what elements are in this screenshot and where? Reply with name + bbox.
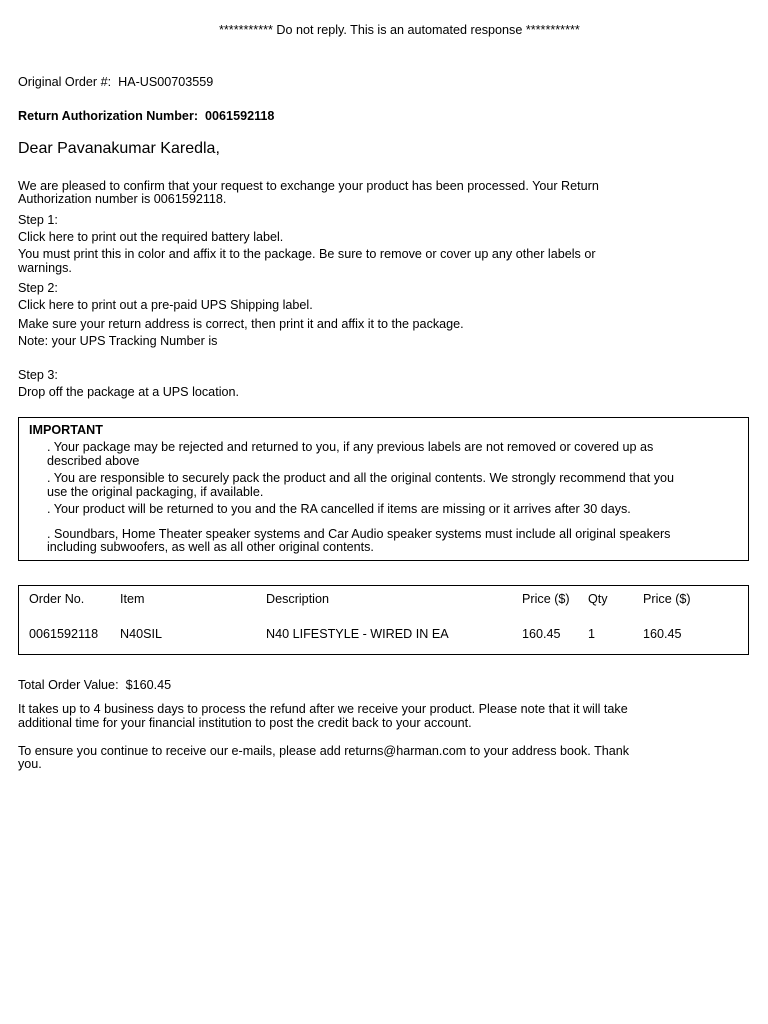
table-header-total-price: Price ($): [643, 592, 691, 606]
intro-line-2: Authorization number is 0061592118.: [18, 192, 227, 206]
do-not-reply-notice: *********** Do not reply. This is an automated response ***********: [219, 23, 580, 37]
table-cell-order-no: 0061592118: [29, 627, 99, 641]
order-table: [18, 585, 749, 655]
important-item-4-line-1: . Soundbars, Home Theater speaker systems and Car Audio speaker systems must include all original speakers: [47, 527, 671, 541]
step1-note-line-2: warnings.: [18, 261, 72, 275]
table-cell-unit-price: 160.45: [522, 627, 561, 641]
total-order-value: $160.45: [125, 678, 172, 692]
step3-title: Step 3:: [18, 368, 58, 382]
step1-battery-label-link[interactable]: Click here to print out the required battery label.: [18, 230, 284, 244]
total-order-value-label: Total Order Value:: [18, 678, 119, 692]
step2-tracking-note: Note: your UPS Tracking Number is: [18, 334, 218, 348]
intro-line-1: We are pleased to confirm that your request to exchange your product has been processed. Your Return: [18, 179, 599, 193]
step2-note: Make sure your return address is correct, then print it and affix it to the package.: [18, 317, 464, 331]
table-cell-item: N40SIL: [120, 627, 163, 641]
total-order-value-line: [18, 678, 171, 692]
footer-line-2: you.: [18, 757, 42, 771]
table-cell-total-price: 160.45: [643, 627, 682, 641]
table-header-description: Description: [266, 592, 329, 606]
step2-title: Step 2:: [18, 281, 58, 295]
ra-number-line: [18, 109, 274, 123]
step1-note-line-1: You must print this in color and affix it to the package. Be sure to remove or cover up any other labels or: [18, 247, 596, 261]
important-title: IMPORTANT: [29, 423, 103, 437]
refund-line-2: additional time for your financial institution to post the credit back to your account.: [18, 716, 472, 730]
greeting: Dear Pavanakumar Karedla,: [18, 140, 220, 157]
table-header-order-no: Order No.: [29, 592, 85, 606]
step2-ups-label-link[interactable]: Click here to print out a pre-paid UPS Shipping label.: [18, 298, 313, 312]
table-header-qty: Qty: [588, 592, 608, 606]
original-order-label: Original Order #:: [18, 75, 112, 89]
ra-value: 0061592118: [205, 109, 275, 123]
important-notice-box: [18, 417, 749, 561]
table-cell-qty: 1: [588, 627, 596, 641]
important-item-2-line-2: use the original packaging, if available.: [47, 485, 264, 499]
footer-line-1: To ensure you continue to receive our e-mails, please add returns@harman.com to your address book. Thank: [18, 744, 630, 758]
important-item-4-line-2: including subwoofers, as well as all other original contents.: [47, 540, 374, 554]
important-item-2-line-1: . You are responsible to securely pack the product and all the original contents. We strongly recommend that you: [47, 471, 675, 485]
ra-label: Return Authorization Number:: [18, 109, 199, 123]
important-item-1-line-1: . Your package may be rejected and returned to you, if any previous labels are not removed or covered up as: [47, 440, 654, 454]
step3-text: Drop off the package at a UPS location.: [18, 385, 239, 399]
original-order-value: HA-US00703559: [118, 75, 214, 89]
table-cell-description: N40 LIFESTYLE - WIRED IN EA: [266, 627, 449, 641]
original-order-line: [18, 75, 213, 89]
table-header-item: Item: [120, 592, 145, 606]
refund-line-1: It takes up to 4 business days to process the refund after we receive your product. Please note that it will take: [18, 702, 628, 716]
important-item-3: . Your product will be returned to you and the RA cancelled if items are missing or it arrives after 30 days.: [47, 502, 631, 516]
step1-title: Step 1:: [18, 213, 58, 227]
table-header-unit-price: Price ($): [522, 592, 570, 606]
important-item-1-line-2: described above: [47, 454, 140, 468]
